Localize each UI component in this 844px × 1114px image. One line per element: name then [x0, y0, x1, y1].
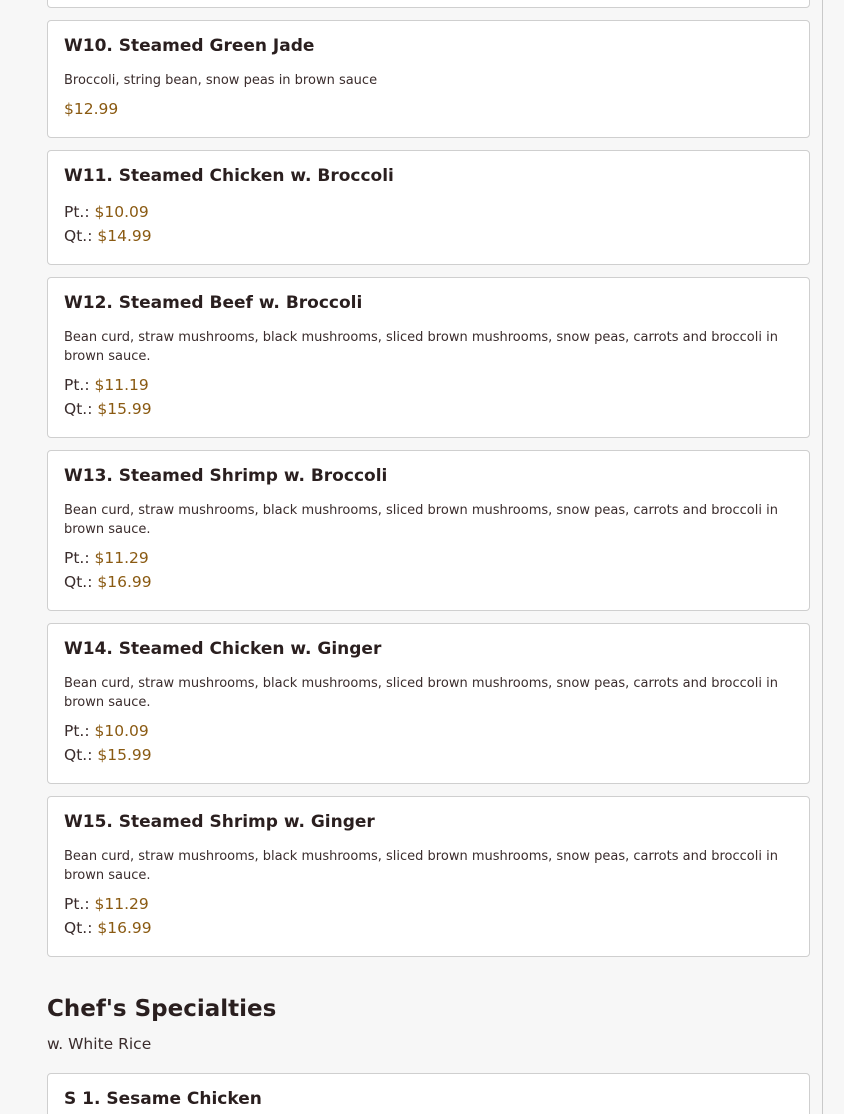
price-pint [64, 895, 149, 913]
price-label: Qt.: [64, 227, 93, 245]
price-value: $11.29 [94, 895, 149, 913]
menu-item-card[interactable] [47, 277, 810, 438]
menu-item-card[interactable] [47, 796, 810, 957]
price-label: Pt.: [64, 376, 90, 394]
price-value: $15.99 [97, 746, 152, 764]
menu-item-description: Bean curd, straw mushrooms, black mushrooms, sliced brown mushrooms, snow peas, carrots and broccoli in brown sauce. [64, 503, 778, 537]
price-label: Qt.: [64, 919, 93, 937]
price-pint [64, 203, 149, 221]
menu-item-card[interactable] [47, 0, 810, 8]
price-quart [64, 746, 152, 764]
price-label: Qt.: [64, 746, 93, 764]
section-subtitle: w. White Rice [47, 1035, 152, 1053]
price-label: Pt.: [64, 549, 90, 567]
price-quart [64, 400, 152, 418]
price-value: $11.29 [94, 549, 149, 567]
page-edge-divider [822, 0, 823, 1114]
menu-item-title: W11. Steamed Chicken w. Broccoli [64, 166, 394, 186]
menu-item-card[interactable] [47, 1073, 810, 1114]
price-value: $16.99 [97, 919, 152, 937]
price-quart [64, 227, 152, 245]
menu-item-title: S 1. Sesame Chicken [64, 1089, 262, 1109]
price-label: Qt.: [64, 573, 93, 591]
price-pint [64, 722, 149, 740]
menu-item-description: Bean curd, straw mushrooms, black mushrooms, sliced brown mushrooms, snow peas, carrots and broccoli in brown sauce. [64, 849, 778, 883]
menu-item-description: Bean curd, straw mushrooms, black mushrooms, sliced brown mushrooms, snow peas, carrots and broccoli in brown sauce. [64, 330, 778, 364]
price-quart [64, 573, 152, 591]
menu-item-price [64, 100, 118, 118]
price-value: $11.19 [94, 376, 149, 394]
menu-item-card[interactable] [47, 450, 810, 611]
price-value: $10.09 [94, 203, 149, 221]
price-pint [64, 549, 149, 567]
price-label: Pt.: [64, 203, 90, 221]
price-value: $12.99 [64, 100, 119, 118]
menu-item-title: W13. Steamed Shrimp w. Broccoli [64, 466, 388, 486]
menu-item-card[interactable] [47, 20, 810, 138]
menu-item-description: Broccoli, string bean, snow peas in brown sauce [64, 73, 378, 88]
price-value: $14.99 [97, 227, 152, 245]
menu-item-card[interactable] [47, 623, 810, 784]
price-value: $15.99 [97, 400, 152, 418]
price-value: $16.99 [97, 573, 152, 591]
price-quart [64, 919, 152, 937]
menu-item-card[interactable] [47, 150, 810, 265]
section-title: Chef's Specialties [47, 996, 277, 1022]
menu-item-title: W14. Steamed Chicken w. Ginger [64, 639, 382, 659]
menu-item-title: W10. Steamed Green Jade [64, 36, 315, 56]
price-label: Pt.: [64, 722, 90, 740]
price-label: Pt.: [64, 895, 90, 913]
price-pint [64, 376, 149, 394]
menu-item-title: W15. Steamed Shrimp w. Ginger [64, 812, 375, 832]
menu-item-title: W12. Steamed Beef w. Broccoli [64, 293, 363, 313]
menu-item-description: Bean curd, straw mushrooms, black mushrooms, sliced brown mushrooms, snow peas, carrots and broccoli in brown sauce. [64, 676, 778, 710]
price-label: Qt.: [64, 400, 93, 418]
price-value: $10.09 [94, 722, 149, 740]
